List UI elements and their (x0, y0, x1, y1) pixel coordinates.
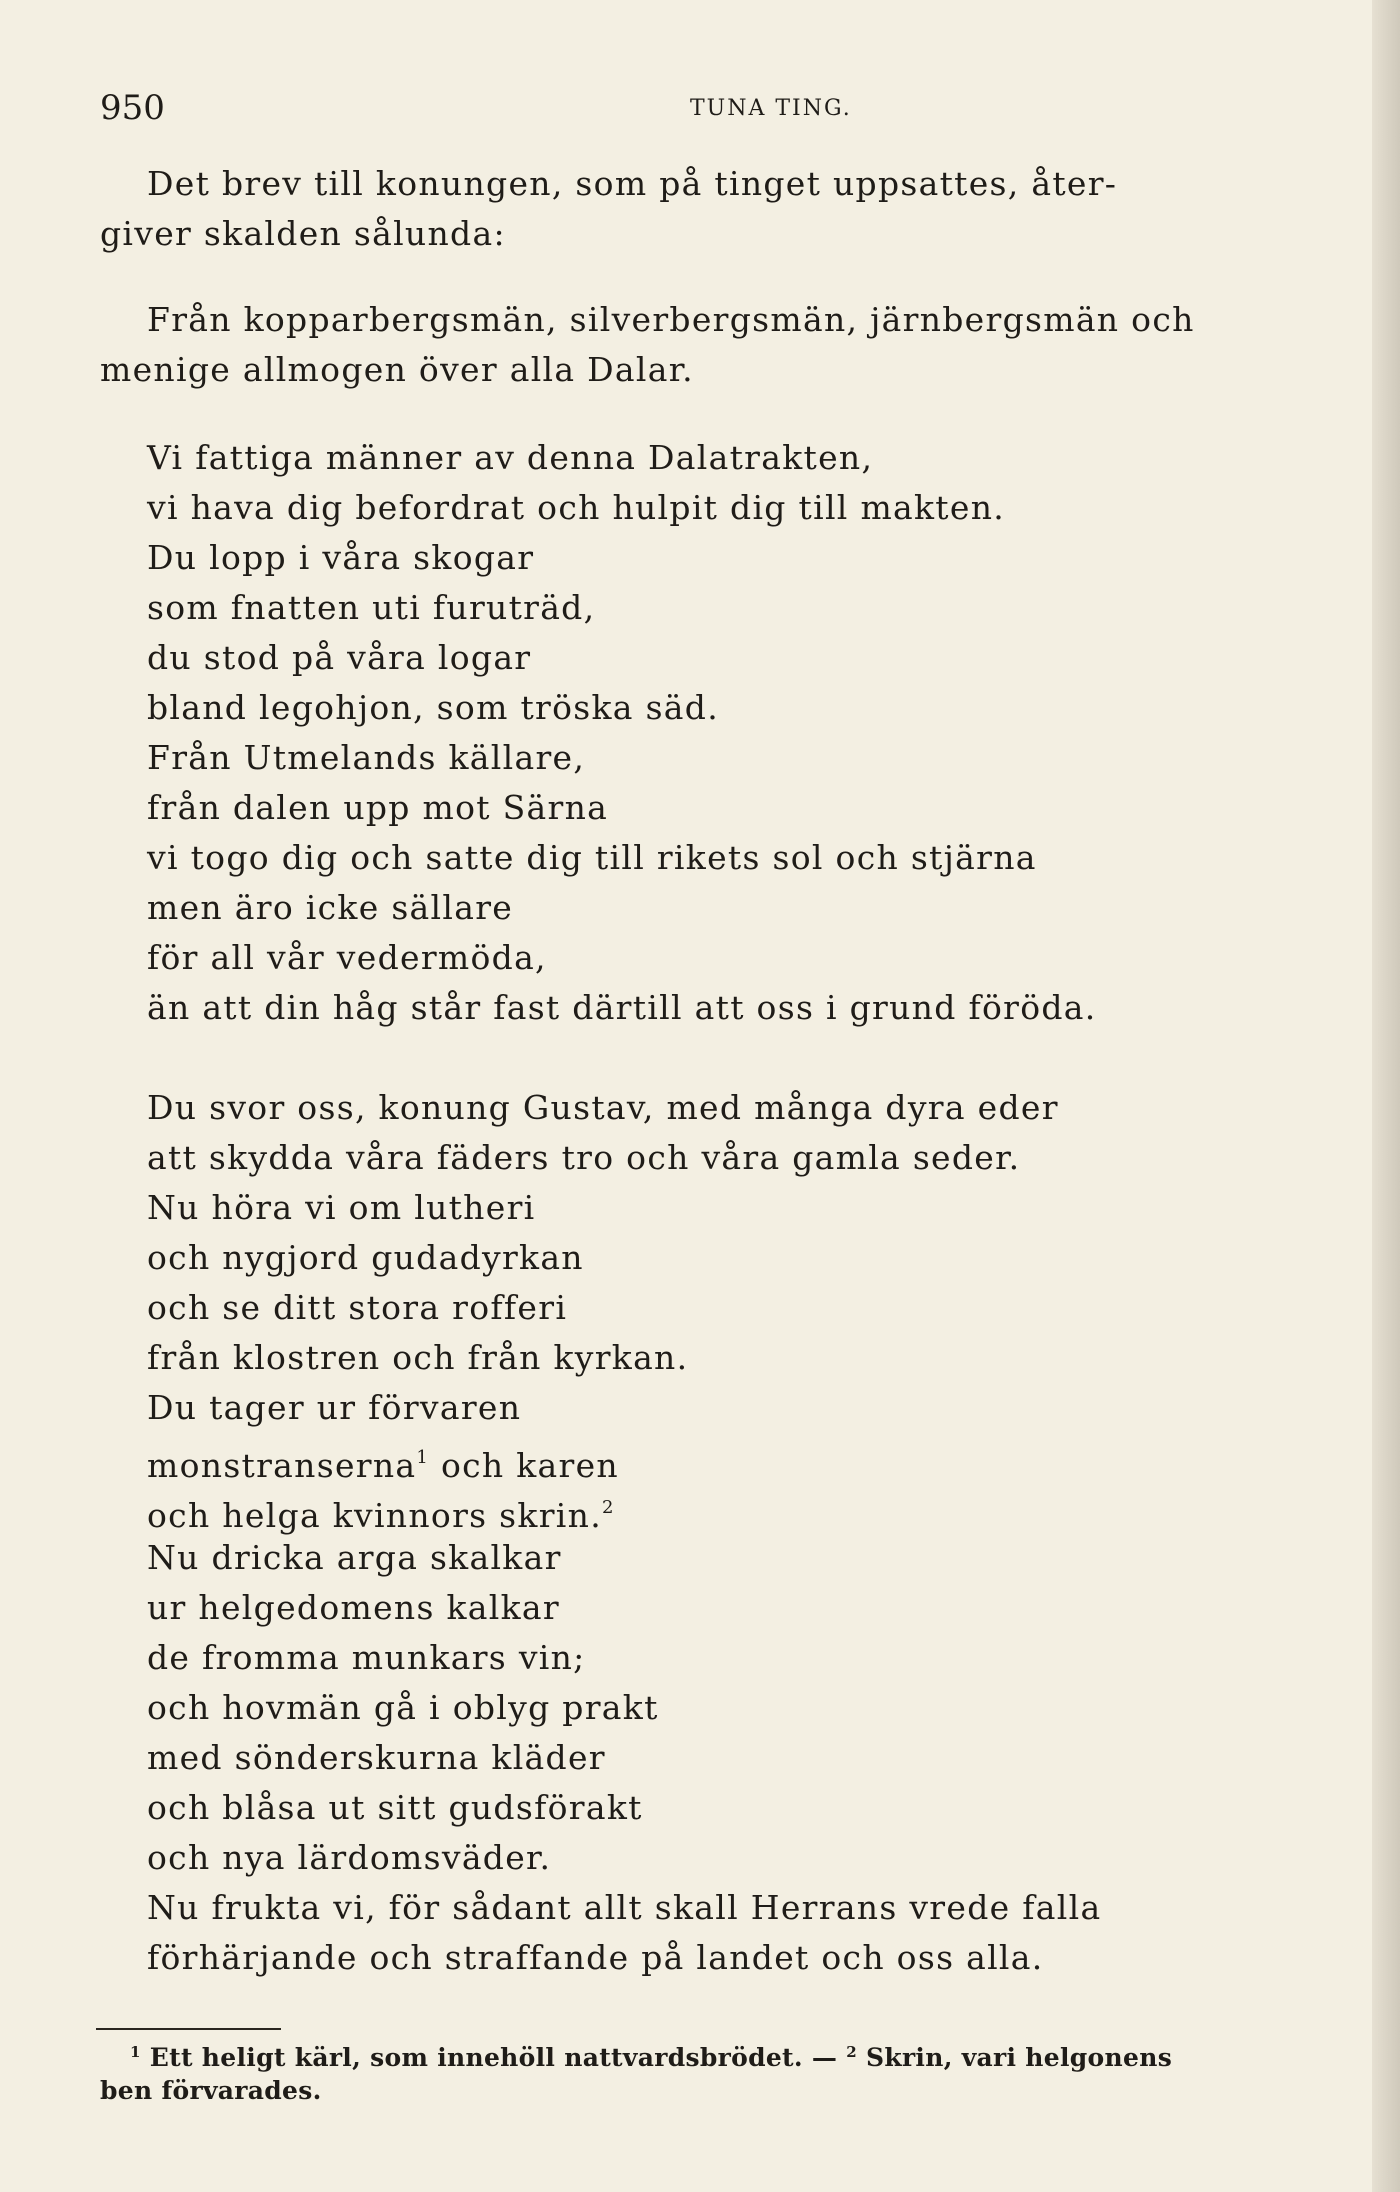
poem-line: du stod på våra logar (147, 638, 532, 677)
footnote-ref-1: 1 (416, 1447, 430, 1468)
poem-line: men äro icke sällare (147, 888, 514, 927)
poem-line: från klostren och från kyrkan. (147, 1338, 689, 1377)
poem-line: bland legohjon, som tröska säd. (147, 688, 719, 727)
poem-line: som fnatten uti furuträd, (147, 588, 596, 627)
poem-line: ur helgedomens kalkar (147, 1588, 560, 1627)
footnote-2-text: Skrin, vari helgonens (856, 2043, 1173, 2072)
poem-line: Du svor oss, konung Gustav, med många dyra eder (147, 1088, 1059, 1127)
address-line-2: menige allmogen över alla Dalar. (100, 350, 694, 389)
poem-line: och nya lärdomsväder. (147, 1838, 552, 1877)
poem-line: Från Utmelands källare, (147, 738, 586, 777)
footnote-mark-1: 1 (130, 2043, 141, 2061)
poem-line: och se ditt stora rofferi (147, 1288, 568, 1327)
poem-line: Du lopp i våra skogar (147, 538, 535, 577)
footnotes (100, 2036, 1290, 2107)
page-header (100, 88, 1280, 128)
poem-line: Nu dricka arga skalkar (147, 1538, 562, 1577)
poem-line: för all vår vedermöda, (147, 938, 547, 977)
footnote-ref-2: 2 (602, 1497, 615, 1518)
poem-line: från dalen upp mot Särna (147, 788, 609, 827)
intro-line-2: giver skalden sålunda: (100, 214, 506, 253)
page-edge (1372, 0, 1400, 2192)
footnote-mark-2: 2 (846, 2043, 857, 2061)
poem-line: Nu frukta vi, för sådant allt skall Herrans vrede falla (147, 1888, 1102, 1927)
poem-line: vi hava dig befordrat och hulpit dig till makten. (147, 488, 1006, 527)
poem-line: förhärjande och straffande på landet och oss alla. (147, 1938, 1044, 1977)
poem-text: monstranserna (147, 1446, 417, 1485)
poem-line: Du tager ur förvaren (147, 1388, 522, 1427)
poem-line-footnote-2 (147, 1488, 615, 1536)
poem-line: med sönderskurna kläder (147, 1738, 606, 1777)
poem-line: de fromma munkars vin; (147, 1638, 586, 1677)
poem-text: och helga kvinnors skrin. (147, 1496, 602, 1535)
address-line-1: Från kopparbergsmän, silverbergsmän, järnbergsmän och (147, 300, 1195, 339)
poem-line: Vi fattiga männer av denna Dalatrakten, (147, 438, 874, 477)
poem-line: att skydda våra fäders tro och våra gamla seder. (147, 1138, 1021, 1177)
poem-line: än att din håg står fast därtill att oss i grund föröda. (147, 988, 1097, 1027)
footnote-divider (96, 2028, 281, 2030)
poem-line: Nu höra vi om lutheri (147, 1188, 536, 1227)
footnote-2-continuation: ben förvarades. (100, 2076, 322, 2105)
poem-line: vi togo dig och satte dig till rikets sol och stjärna (147, 838, 1037, 877)
page-number: 950 (100, 88, 165, 128)
poem-line: och nygjord gudadyrkan (147, 1238, 584, 1277)
poem-line-footnote-1 (147, 1438, 619, 1486)
poem-line: och blåsa ut sitt gudsförakt (147, 1788, 643, 1827)
poem-text: och karen (429, 1446, 619, 1485)
footnote-1-text: Ett heligt kärl, som innehöll nattvardsbrödet. — (140, 2043, 847, 2072)
running-title: TUNA TING. (690, 96, 852, 121)
intro-line-1: Det brev till konungen, som på tinget uppsattes, åter- (147, 164, 1118, 203)
poem-line: och hovmän gå i oblyg prakt (147, 1688, 659, 1727)
